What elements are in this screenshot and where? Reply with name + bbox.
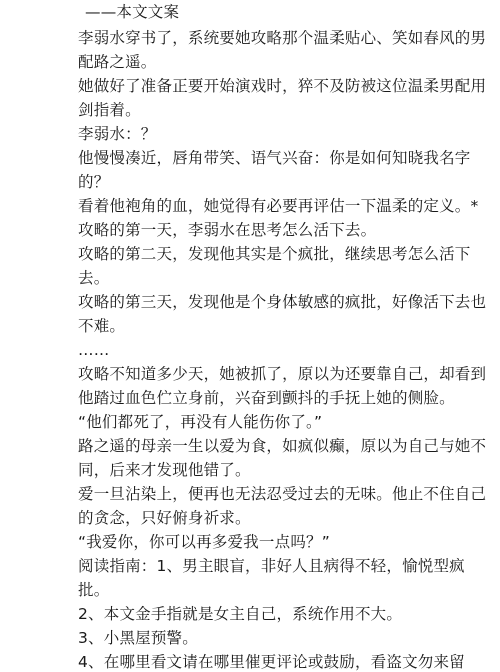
- text-line: 攻略的第二天，发现他其实是个疯批，继续思考怎么活下: [78, 245, 471, 263]
- reading-guide-item: 3、小黑屋预警。: [78, 629, 198, 647]
- text-line: 李弱水穿书了，系统要她攻略那个温柔贴心、笑如春风的男: [78, 29, 487, 47]
- reading-guide-item: 4、在哪里看文请在哪里催更评论或鼓励，看盗文勿来留: [78, 653, 465, 671]
- text-line: 他慢慢凑近，唇角带笑、语气兴奋：你是如何知晓我名字: [78, 149, 471, 167]
- text-line: 去。: [78, 269, 110, 287]
- ellipsis-line: ……: [78, 341, 110, 359]
- text-line: 的？: [78, 173, 110, 191]
- text-line: 李弱水：？: [78, 125, 157, 143]
- text-line: 他踏过血色伫立身前，兴奋到颤抖的手抚上她的侧脸。: [78, 389, 455, 407]
- text-line: 路之遥的母亲一生以爱为食，如疯似癫，原以为自己与她不: [78, 437, 487, 455]
- text-line: 爱一旦沾染上，便再也无法忍受过去的无味。他止不住自己: [78, 485, 487, 503]
- section-title: ——本文文案: [85, 3, 180, 21]
- text-line: 攻略的第一天，李弱水在思考怎么活下去。: [78, 221, 377, 239]
- reading-guide-line: 阅读指南：1、男主眼盲，非好人且病得不轻，愉悦型疯: [78, 557, 465, 575]
- text-line: 不难。: [78, 317, 126, 335]
- text-line: 剑指着。: [78, 101, 141, 119]
- reading-guide-item: 2、本文金手指就是女主自己，系统作用不大。: [78, 605, 403, 623]
- text-line: 她做好了准备正要开始演戏时，猝不及防被这位温柔男配用: [78, 77, 487, 95]
- text-line: 攻略不知道多少天，她被抓了，原以为还要靠自己，却看到: [78, 365, 487, 383]
- reading-guide-line: 批。: [78, 581, 110, 599]
- text-line: 看着他袍角的血，她觉得有必要再评估一下温柔的定义。*: [78, 197, 479, 215]
- text-line: 的贪念，只好俯身祈求。: [78, 509, 251, 527]
- quote-line: “他们都死了，再没有人能伤你了。”: [78, 413, 323, 431]
- text-line: 同，后来才发现他错了。: [78, 461, 251, 479]
- text-line: 配路之遥。: [78, 53, 157, 71]
- quote-line: “我爱你，你可以再多爱我一点吗？”: [78, 533, 330, 551]
- text-line: 攻略的第三天，发现他是个身体敏感的疯批，好像活下去也: [78, 293, 487, 311]
